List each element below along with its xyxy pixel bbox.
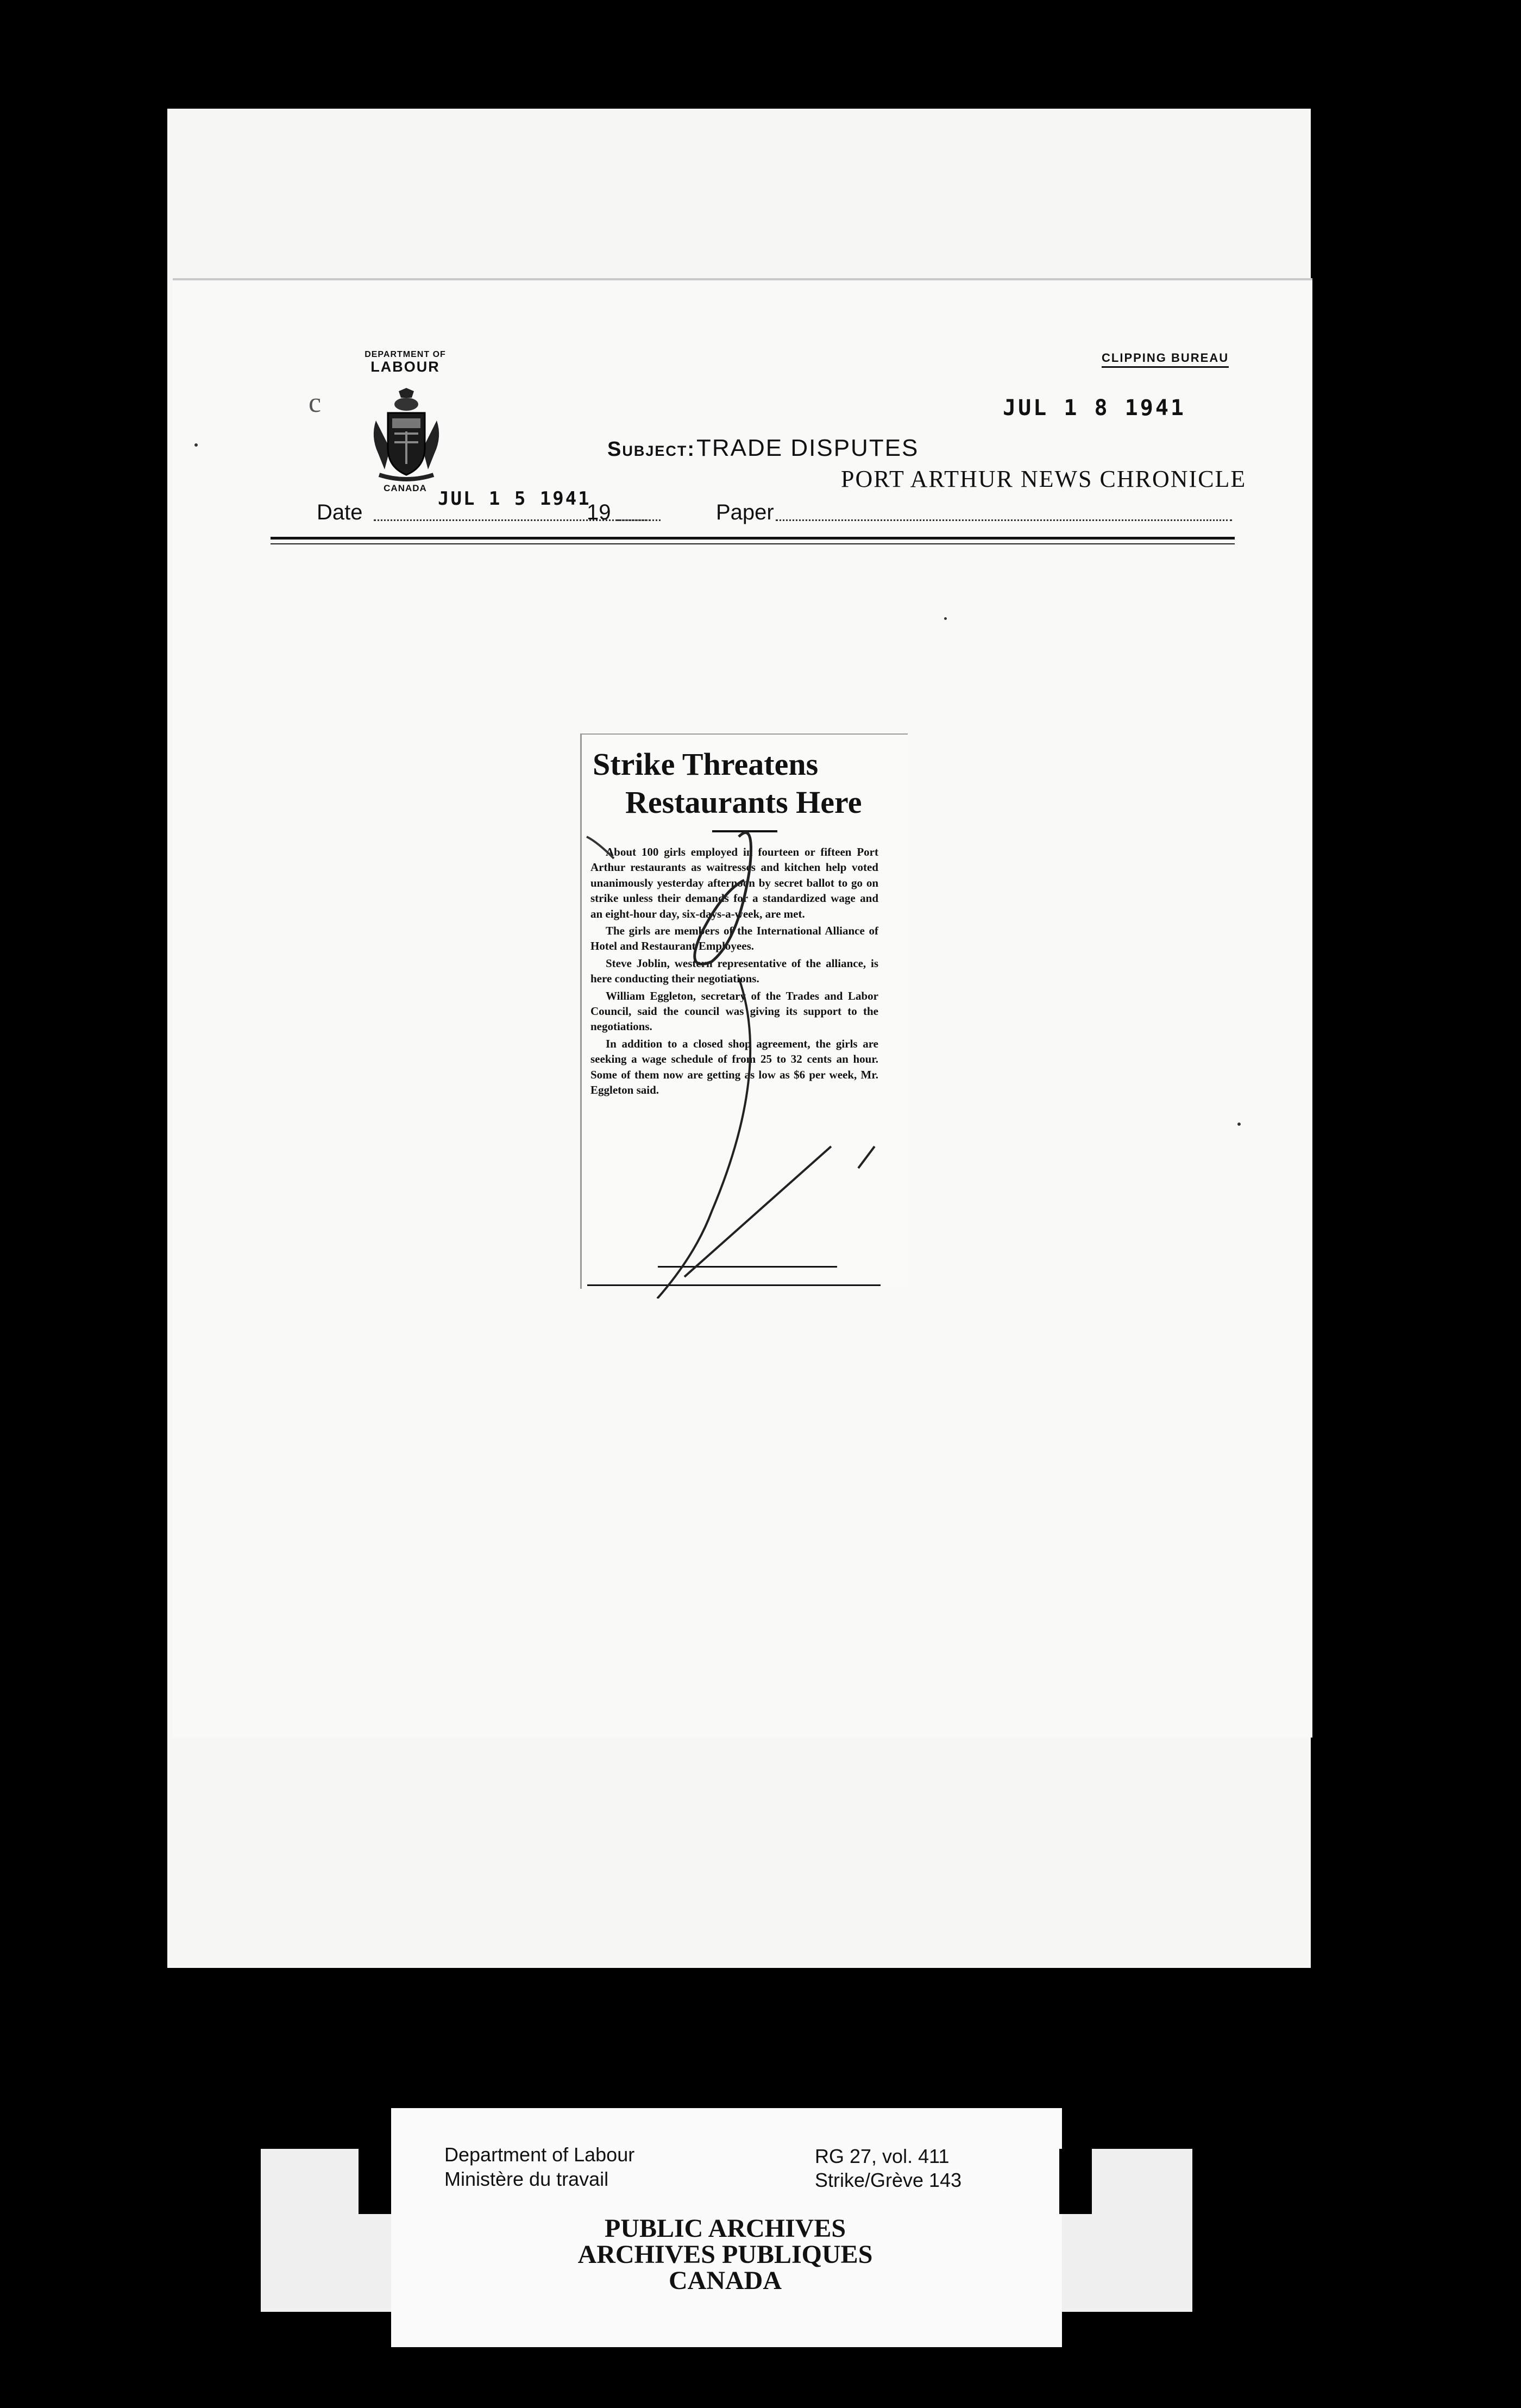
label-notch-left <box>359 2149 391 2214</box>
subject-value: TRADE DISPUTES <box>696 435 919 461</box>
archive-title-line2: ARCHIVES PUBLIQUES <box>577 2240 873 2269</box>
clipping-body <box>590 844 878 1100</box>
header-rule <box>271 537 1235 540</box>
clipping-paragraph: William Eggleton, secretary of the Trades and Labor Council, said the council was giving its support to the negotiations. <box>590 989 878 1033</box>
canada-caption: CANADA <box>384 483 427 493</box>
headline-line1: Strike Threatens <box>593 747 819 782</box>
year-dotted-line <box>617 519 661 521</box>
paper-dotted-line <box>776 519 1232 521</box>
archive-dept-en: Department of Labour <box>444 2143 635 2166</box>
coat-of-arms-icon <box>368 388 444 484</box>
clipping-bottom-rule <box>587 1284 881 1286</box>
archive-title <box>516 2216 934 2294</box>
paper-name: PORT ARTHUR NEWS CHRONICLE <box>841 466 1247 492</box>
subject-label: Subject: <box>607 438 696 461</box>
archive-reference: RG 27, vol. 411 <box>815 2145 950 2167</box>
archive-strike-number: Strike/Grève 143 <box>815 2169 962 2191</box>
year-label: 19 <box>587 500 611 524</box>
c-mark: c <box>309 387 322 418</box>
date-label: Date <box>317 500 363 524</box>
newspaper-clipping <box>580 733 908 1289</box>
department-line2: LABOUR <box>370 359 440 375</box>
received-date-stamp: JUL 1 8 1941 <box>1003 396 1186 421</box>
department-heading <box>359 350 451 375</box>
clipping-paragraph: Steve Joblin, western representative of the alliance, is here conducting their negotiations. <box>590 956 878 986</box>
clipping-headline <box>593 745 897 822</box>
label-notch-right <box>1059 2149 1092 2214</box>
clipping-paragraph: About 100 girls employed in fourteen or fifteen Port Arthur restaurants as waitresses and kitchen help voted unanimously yesterday afternoon by secret ballot to go on strike unless their demands for a standardized wage and an eight-hour day, six-days-a-week, are met. <box>590 845 878 920</box>
paper-label: Paper <box>716 500 774 524</box>
headline-divider <box>712 830 777 832</box>
archive-title-line3: CANADA <box>669 2266 782 2295</box>
speck <box>944 617 947 620</box>
clipping-end-rule <box>658 1266 837 1268</box>
clipping-paragraph: The girls are members of the International Alliance of Hotel and Restaurant Employees. <box>590 924 878 953</box>
headline-line2: Restaurants Here <box>625 785 862 820</box>
header-rule-thin <box>271 543 1235 544</box>
date-stamp: JUL 1 5 1941 <box>438 488 591 510</box>
archive-dept-fr: Ministère du travail <box>444 2168 609 2190</box>
clipping-bureau-heading: CLIPPING BUREAU <box>1102 351 1229 368</box>
department-line1: DEPARTMENT OF <box>364 350 446 359</box>
archive-title-line1: PUBLIC ARCHIVES <box>604 2214 846 2243</box>
clipping-paragraph: In addition to a closed shop agreement, the girls are seeking a wage schedule of from 25 to 32 cents an hour. Some of them now are getting as low as $6 per week, Mr. Eggleton said. <box>590 1037 878 1097</box>
speck <box>194 443 198 447</box>
speck <box>1237 1123 1241 1126</box>
